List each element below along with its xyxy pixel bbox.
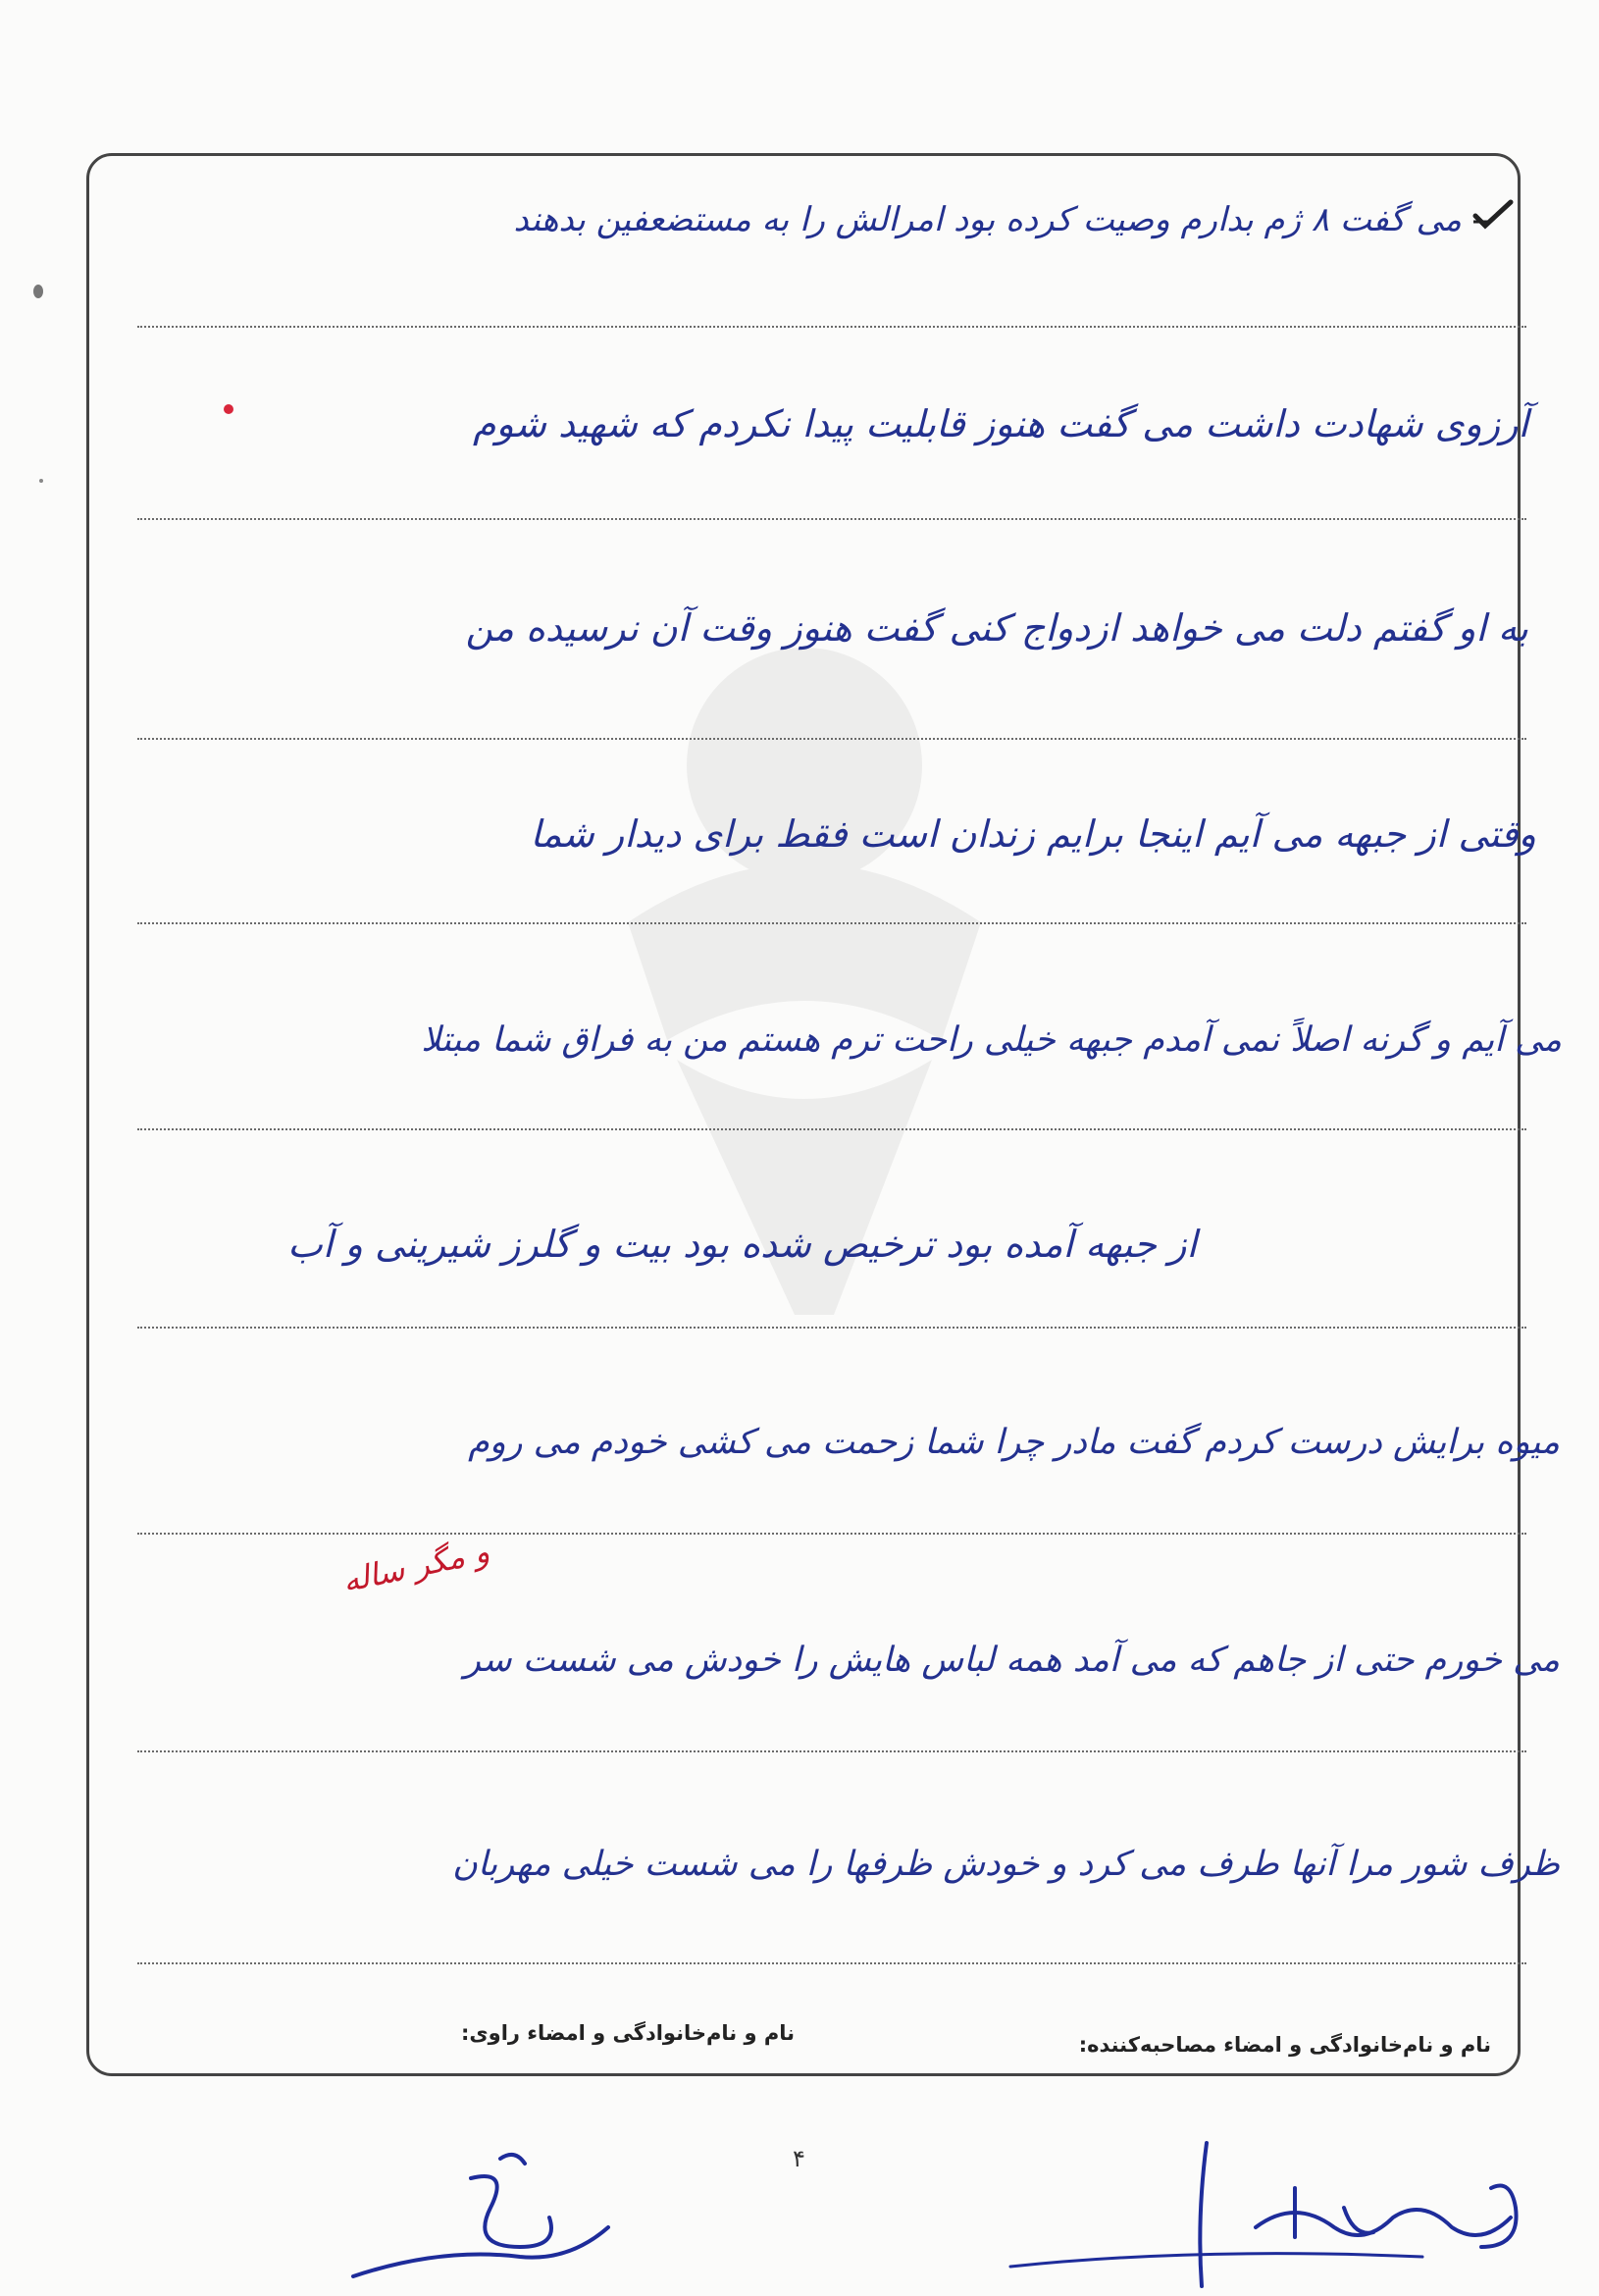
interviewer-signature-label: نام و نام‌خانوادگی و امضاء مصاحبه‌کننده: (1078, 2033, 1491, 2057)
handwritten-line-4: وقتی از جبهه می آیم اینجا برایم زندان است فقط برای دیدار شما (530, 812, 1536, 856)
ruled-line (137, 1327, 1526, 1329)
handwritten-line-8: می خورم حتی از جاهم که می آمد همه لباس هایش را خودش می شست سر (463, 1641, 1560, 1680)
handwritten-line-6: از جبهه آمده بود ترخیص شده بود بیت و گلرز شیرینی و آب (287, 1223, 1197, 1266)
margin-annotation: و مگر ساله (338, 1532, 493, 1600)
ruled-line (137, 738, 1526, 740)
checkmark-icon (1471, 196, 1515, 232)
ruled-line (137, 518, 1526, 520)
ruled-line (137, 1128, 1526, 1130)
handwritten-line-2: آرزوی شهادت داشت می گفت هنوز قابلیت پیدا نکردم که شهید شوم (472, 402, 1528, 445)
handwritten-line-1: می گفت ۸ ژم بدارم وصیت کرده بود امرالش را به مستضعفین بدهند (513, 200, 1462, 239)
ruled-line (137, 1750, 1526, 1752)
ruled-line (137, 1533, 1526, 1535)
ruled-line (137, 326, 1526, 328)
page-number: ۴ (793, 2145, 805, 2172)
handwritten-line-7: میوه برایش درست کردم گفت مادر چرا شما زحمت می کشی خودم می روم (468, 1423, 1560, 1462)
handwritten-line-9: ظرف شور مرا آنها طرف می کرد و خودش ظرفها را می شست خیلی مهربان (452, 1845, 1560, 1884)
handwritten-line-3: به او گفتم دلت می خواهد ازدواج کنی گفت هنوز وقت آن نرسیده من (465, 606, 1528, 650)
ruled-line (137, 1962, 1526, 1964)
narrator-signature (1001, 2139, 1550, 2296)
ink-dot (39, 479, 43, 483)
ink-smudge (33, 285, 43, 298)
narrator-signature-label: نام و نام‌خانوادگی و امضاء راوی: (461, 2021, 795, 2045)
ruled-line (137, 922, 1526, 924)
handwritten-line-5: می آیم و گرنه اصلاً نمی آمدم جبهه خیلی راحت ترم هستم من به فراق شما مبتلا (421, 1020, 1562, 1060)
interviewer-signature (324, 2139, 638, 2296)
red-ink-dot (224, 404, 233, 414)
